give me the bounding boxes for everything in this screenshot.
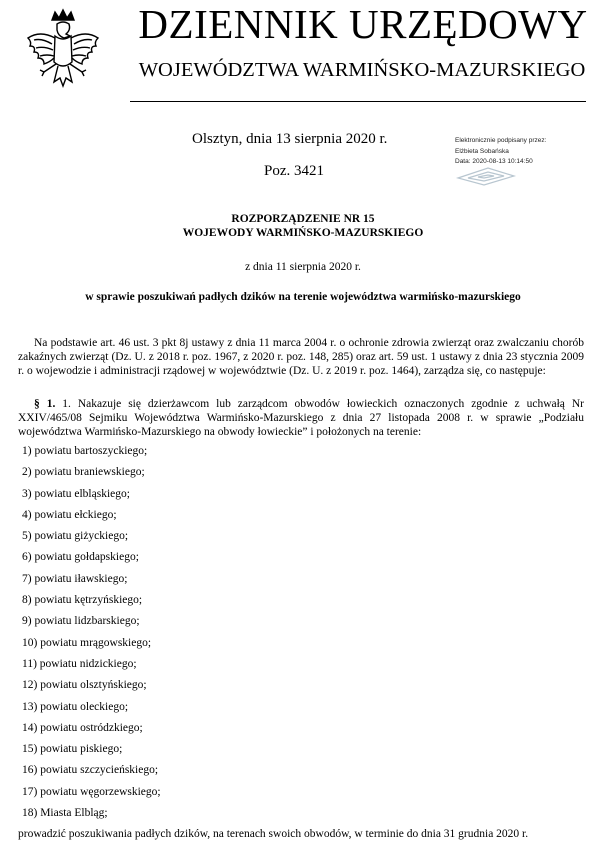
list-item: 15) powiatu piskiego;: [22, 743, 123, 756]
list-item: 12) powiatu olsztyńskiego;: [22, 679, 147, 692]
gazette-title: DZIENNIK URZĘDOWY: [138, 1, 588, 47]
regulation-heading: [0, 213, 606, 240]
signature-caption: Elektronicznie podpisany przez:: [455, 137, 547, 144]
gazette-subtitle: WOJEWÓDZTWA WARMIŃSKO-MAZURSKIEGO: [138, 59, 586, 81]
list-item: 10) powiatu mrągowskiego;: [22, 636, 152, 649]
section-1-paragraph: [18, 397, 584, 439]
list-item: 11) powiatu nidzickiego;: [22, 657, 137, 670]
regulation-authority: WOJEWODY WARMIŃSKO-MAZURSKIEGO: [182, 226, 424, 239]
signature-date: Data: 2020-08-13 10:14:50: [455, 158, 533, 165]
section-text: 1. Nakazuje się dzierżawcom lub zarządcom obwodów łowieckich oznaczonych zgodnie z uchwałą Nr XXIV/465/08 Sejmiku Województwa Warmińsko-Mazurskiego z dnia 27 listopada 2008 r. w sprawie „Podziału województwa Warmińsko-Mazurskiego na obwody łowieckie” i położonych na terenie:: [18, 398, 584, 438]
list-item: 4) powiatu ełckiego;: [22, 508, 117, 521]
list-item: 16) powiatu szczycieńskiego;: [22, 764, 159, 777]
header-rule: [130, 101, 586, 102]
list-item: 5) powiatu giżyckiego;: [22, 530, 129, 543]
regulation-date: z dnia 11 sierpnia 2020 r.: [245, 261, 361, 273]
list-item: 1) powiatu bartoszyckiego;: [22, 445, 148, 457]
polish-eagle-emblem-icon: [22, 8, 104, 94]
regulation-number: ROZPORZĄDZENIE NR 15: [231, 213, 375, 225]
list-item: 3) powiatu elbląskiego;: [22, 487, 130, 500]
list-item: 7) powiatu iławskiego;: [22, 572, 128, 585]
list-item: 18) Miasta Elbląg;: [22, 807, 108, 820]
list-item: 13) powiatu oleckiego;: [22, 700, 129, 713]
closing-paragraph: prowadzić poszukiwania padłych dzików, na terenach swoich obwodów, w terminie do dnia 31 grudnia 2020 r.: [18, 828, 529, 840]
section-marker: § 1.: [34, 398, 56, 410]
regulation-subject: w sprawie poszukiwań padłych dzików na terenie województwa warmińsko-mazurskiego: [85, 291, 521, 303]
list-item: 8) powiatu kętrzyńskiego;: [22, 594, 143, 607]
list-item: 14) powiatu ostródzkiego;: [22, 721, 143, 734]
place-date: Olsztyn, dnia 13 sierpnia 2020 r.: [192, 131, 388, 147]
list-item: 9) powiatu lidzbarskiego;: [22, 615, 140, 628]
position-number: Poz. 3421: [264, 163, 324, 179]
list-item: 6) powiatu gołdapskiego;: [22, 551, 139, 564]
signer-name: Elżbieta Sobańska: [455, 147, 509, 155]
preamble-paragraph: Na podstawie art. 46 ust. 3 pkt 8j ustawy z dnia 11 marca 2004 r. o ochronie zdrowia zwierząt oraz zwalczaniu chorób zakaźnych zwierząt (Dz. U. z 2018 r. poz. 1967, z 2020 r. poz. 148, 285) oraz art. 59 ust. 1 ustawy z dnia 23 stycznia 2009 r. o wojewodzie i administracji rządowej w województwie (Dz. U. z 2019 r. poz. 1464), zarządza się, co następuje:: [18, 337, 584, 377]
list-item: 2) powiatu braniewskiego;: [22, 466, 145, 479]
list-item: 17) powiatu węgorzewskiego;: [22, 785, 161, 798]
signature-stamp-icon: [454, 166, 518, 186]
district-list: [22, 441, 161, 824]
